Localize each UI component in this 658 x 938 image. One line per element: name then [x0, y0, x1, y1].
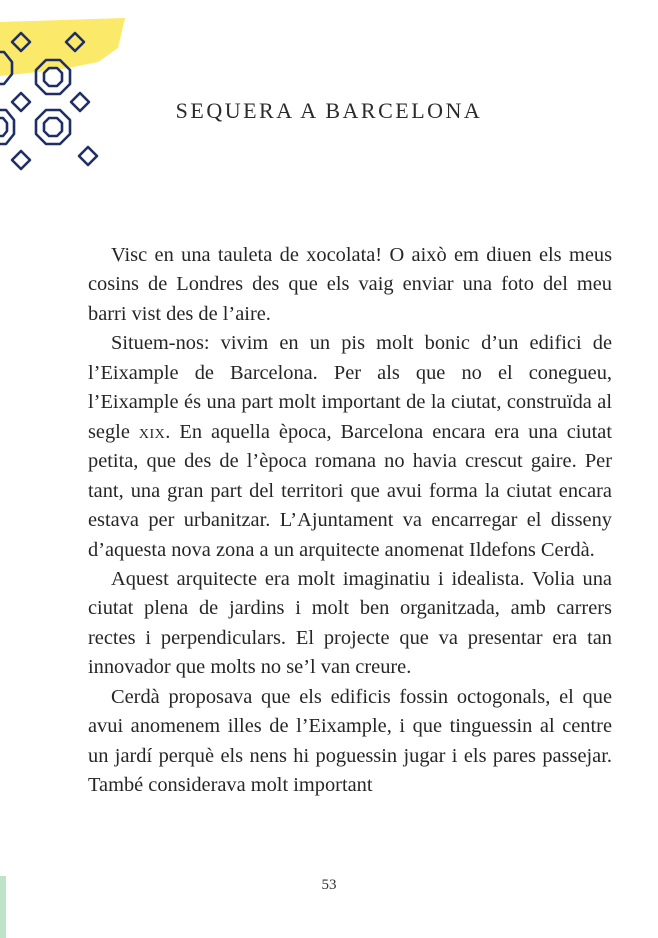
paragraph [88, 329, 612, 565]
paragraph-text: Situem-nos: vivim en un pis molt bonic d’un edifici de l’Eixample de Barcelona. Per als que no el conegueu, l’Eixample és una part molt important de la ciutat, construïda al segle [88, 332, 612, 443]
paragraph: Cerdà proposava que els edificis fossin octogonals, el que avui anomenem illes de l’Eixample, i que tinguessin al centre un jardí perquè els nens hi poguessin jugar i els pares passejar. També considerava molt important [88, 685, 612, 797]
paragraph-text: . En aquella època, Barcelona encara era una ciutat petita, que des de l’època romana no havia crescut gaire. Per tant, una gran part del territori que avui forma la ciutat encara estava per urbanitzar. L’Ajuntament va encarregar el disseny d’aquesta nova zona a un arquitecte anomenat Ildefons Cerdà. [88, 420, 613, 561]
octagon-tile-pattern-icon [0, 0, 140, 190]
body-text [88, 241, 612, 801]
chapter-title: SEQUERA A BARCELONA [175, 98, 483, 123]
century-numeral: xix [138, 420, 166, 443]
paragraph: Aquest arquitecte era molt imaginatiu i idealista. Volia una ciutat plena de jardins i molt ben organitzada, amb carrers rectes i perpendiculars. El projecte que va presentar era tan innovador que molts no se’l van creure. [88, 567, 612, 679]
paragraph: Visc en una tauleta de xocolata! O això em diuen els meus cosins de Londres des que els vaig enviar una foto del meu barri vist des de l’aire. [88, 244, 612, 325]
page-number: 53 [321, 877, 337, 893]
page-edge-strip [0, 876, 6, 938]
